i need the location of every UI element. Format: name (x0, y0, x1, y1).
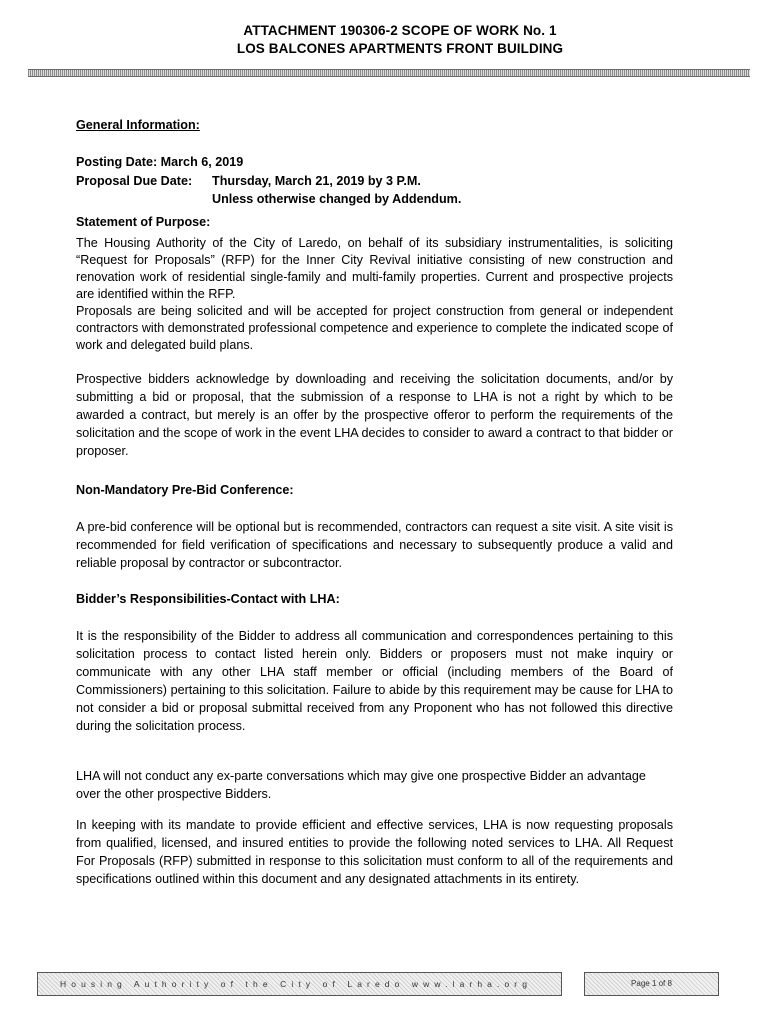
footer-organization: Housing Authority of the City of Laredo www.larha.org (37, 972, 562, 996)
purpose-paragraph-2: Proposals are being solicited and will be accepted for project construction from general or independent contractors with demonstrated professional competence and experience to complete the indicated scope of work and delegated build plans. (76, 304, 673, 352)
proposal-due-date-label: Proposal Due Date: (76, 174, 193, 188)
statement-of-purpose-heading: Statement of Purpose: (76, 215, 211, 229)
header-divider (28, 69, 750, 77)
proposal-due-date-row (76, 172, 421, 190)
purpose-paragraph-3: Prospective bidders acknowledge by downloading and receiving the solicitation documents, and/or by submitting a bid or proposal, that the submission of a response to LHA is not a right by which to be awarded a contract, but merely is an offer by the prospective offeror to perform the requirements of the solicitation and the scope of work in the event LHA decides to consider to award a contract to that bidder or proposer. (76, 372, 673, 458)
document-title-line-2: LOS BALCONES APARTMENTS FRONT BUILDING (236, 41, 564, 56)
purpose-paragraph-1: The Housing Authority of the City of Laredo, on behalf of its subsidiary instrumentalities, is soliciting “Request for Proposals” (RFP) for the Inner City Revival initiative consisting of new construction and renovation work of residential single-family and multi-family properties. Current and prospective projects are identified within the RFP. (76, 236, 673, 301)
document-title-line-1: ATTACHMENT 190306-2 SCOPE OF WORK No. 1 (243, 23, 557, 38)
responsibilities-paragraph-3: In keeping with its mandate to provide efficient and effective services, LHA is now requesting proposals from qualified, licensed, and insured entities to provide the following noted services to LHA. All Request For Proposals (RFP) submitted in response to this solicitation must conform to all of the requirements and specifications outlined within this document and any designated attachments in its entirety. (76, 818, 673, 886)
bidder-responsibilities-heading: Bidder’s Responsibilities-Contact with LHA: (76, 592, 340, 606)
responsibilities-paragraph-1: It is the responsibility of the Bidder to address all communication and correspondences pertaining to this solicitation process to contact listed herein only. Bidders or proposers must not make inquiry or communicate with any other LHA staff member or official (including members of the Board of Commissioners) pertaining to this solicitation. Failure to abide by this requirement may be cause for LHA to not consider a bid or proposal submittal received from any Proponent who has not followed this directive during the solicitation process. (76, 629, 673, 733)
pre-bid-conference-heading: Non-Mandatory Pre-Bid Conference: (76, 483, 294, 497)
footer-page-number: Page 1 of 8 (584, 972, 719, 996)
responsibilities-paragraph-2: LHA will not conduct any ex-parte conversations which may give one prospective Bidder an advantage over the other prospective Bidders. (76, 769, 646, 801)
proposal-due-date-value: Thursday, March 21, 2019 by 3 P.M. (212, 174, 421, 188)
general-information-heading: General Information: (76, 118, 200, 132)
posting-date: Posting Date: March 6, 2019 (76, 155, 244, 169)
addendum-note: Unless otherwise changed by Addendum. (212, 192, 462, 206)
pre-bid-paragraph: A pre-bid conference will be optional but is recommended, contractors can request a site visit. A site visit is recommended for field verification of specifications and necessary to subsequently produce a valid and reliable proposal by contractor or subcontractor. (76, 520, 673, 570)
